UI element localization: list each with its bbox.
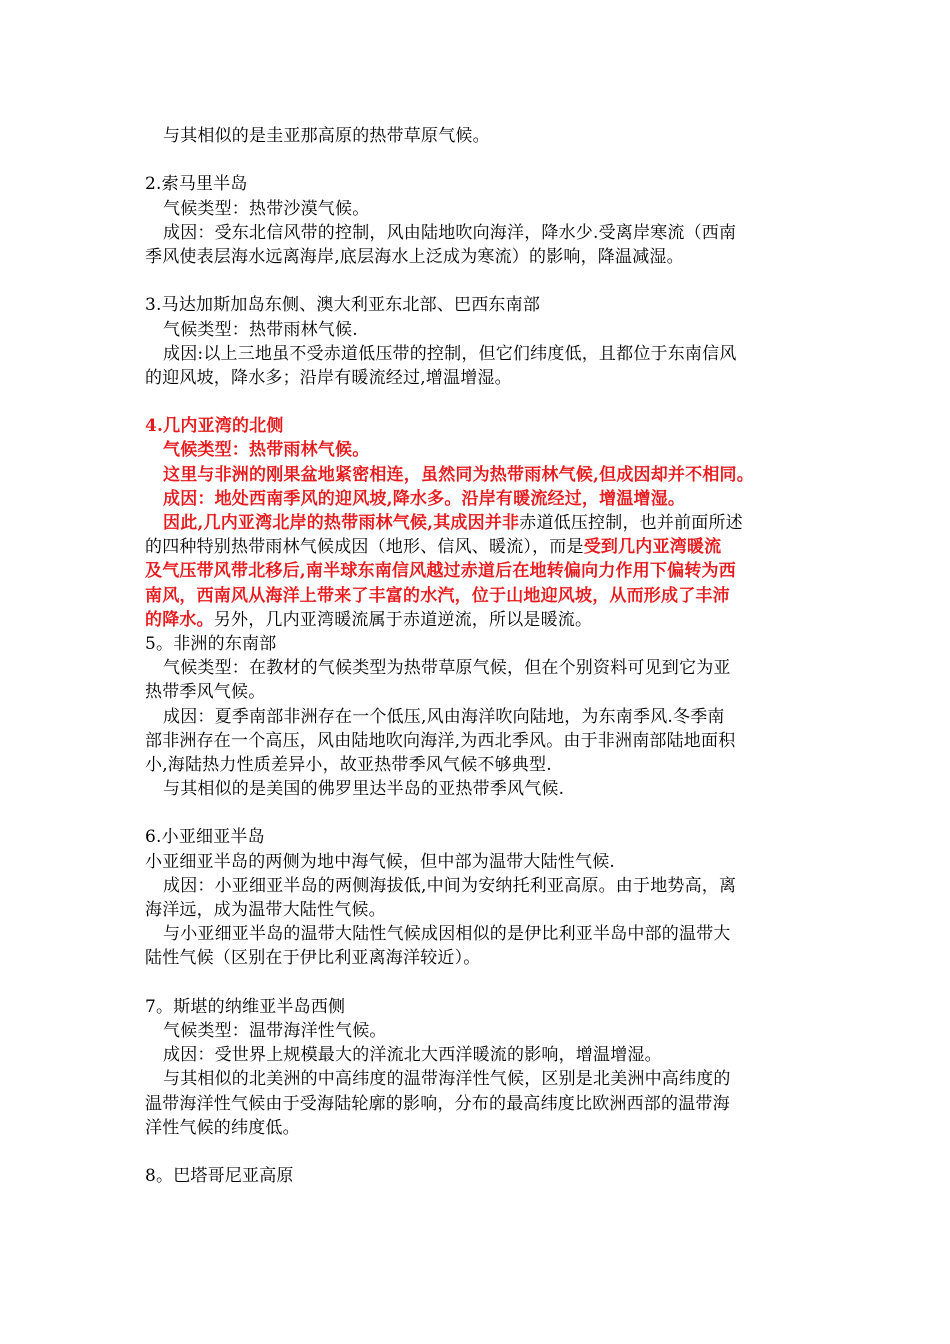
section-3-cause-line-2: 的迎风坡，降水多；沿岸有暖流经过,增温增湿。 [145,367,512,388]
section-4-cause: 成因：地处西南季风的迎风坡,降水多。沿岸有暖流经过，增温增湿。 [163,488,686,509]
section-7-title: 7。斯堪的纳维亚半岛西侧 [145,996,346,1017]
intro-paragraph: 与其相似的是圭亚那高原的热带草原气候。 [163,126,490,146]
section-6-cause-line-1: 成因：小亚细亚半岛的两侧海拔低,中间为安纳托利亚高原。由于地势高，离 [163,875,737,896]
section-2-title: 2.索马里半岛 [145,174,248,195]
section-4-para-line-1-red: 因此,几内亚湾北岸的热带雨林气候,其成因并非 [163,513,520,533]
section-3-cause-line-1: 成因:以上三地虽不受赤道低压带的控制，但它们纬度低，且都位于东南信风 [163,343,737,364]
section-7-cause: 成因：受世界上规模最大的洋流北大西洋暖流的影响，增温增湿。 [163,1045,662,1066]
section-4-para-line-2-red: 受到几内亚湾暖流 [583,537,722,558]
section-5-cause-line-1: 成因：夏季南部非洲存在一个低压,风由海洋吹向陆地，为东南季风.冬季南 [163,706,725,727]
section-4-para-line-2-black: 的四种特别热带雨林气候成因（地形、信风、暖流），而是 [145,537,584,558]
section-4-note: 这里与非洲的刚果盆地紧密相连，虽然同为热带雨林气候,但成因却并不相同。 [163,464,754,485]
section-3-climate-type: 气候类型：热带雨林气候. [163,319,358,340]
section-5-cause-line-3: 小,海陆热力性质差异小，故亚热带季风气候不够典型. [145,754,552,775]
section-5-cause-line-2: 部非洲存在一个高压，风由陆地吹向海洋,为西北季风。由于非洲南部陆地面积 [145,730,736,751]
section-7-similar-line-2: 温带海洋性气候由于受海陆轮廓的影响，分布的最高纬度比欧洲西部的温带海 [145,1093,730,1114]
section-6-description: 小亚细亚半岛的两侧为地中海气候，但中部为温带大陆性气候. [145,851,616,872]
section-3-title: 3.马达加斯加岛东侧、澳大利亚东北部、巴西东南部 [145,295,541,316]
section-4-title: 4.几内亚湾的北侧 [145,416,284,437]
section-7-similar-line-3: 洋性气候的纬度低。 [145,1117,300,1138]
blank-line [145,801,825,825]
section-7-climate-type: 气候类型：温带海洋性气候。 [163,1020,387,1041]
section-6-cause-line-2: 海洋远，成为温带大陆性气候。 [145,900,386,920]
section-4-para-line-1-black: 赤道低压控制，也并前面所述 [519,513,743,533]
document-body [145,124,825,1188]
section-5-climate-type-line-2: 热带季风气候。 [145,682,266,703]
section-5-similar: 与其相似的是美国的佛罗里达半岛的亚热带季风气候. [163,779,565,800]
section-8-title: 8。巴塔哥尼亚高原 [145,1166,294,1187]
section-4-para-line-5-black: 另外，几内亚湾暖流属于赤道逆流，所以是暖流。 [213,609,593,630]
section-2-climate-type: 气候类型：热带沙漠气候。 [163,198,370,219]
section-6-similar-line-2: 陆性气候（区别在于伊比利亚离海洋较近）。 [145,948,481,969]
section-4-para-line-2 [145,535,825,559]
blank-line [145,390,825,414]
blank-line [145,269,825,293]
section-2-cause-line-1: 成因：受东北信风带的控制，风由陆地吹向海洋，降水少.受离岸寒流（西南 [163,222,737,243]
section-4-para-line-1 [145,511,825,535]
blank-line [145,148,825,172]
section-6-title: 6.小亚细亚半岛 [145,827,265,848]
section-7-similar-line-1: 与其相似的北美洲的中高纬度的温带海洋性气候，区别是北美洲中高纬度的 [163,1069,731,1090]
section-2-cause-line-2: 季风使表层海水远离海岸,底层海水上泛成为寒流）的影响，降温减湿。 [145,246,684,267]
section-6-similar-line-1: 与小亚细亚半岛的温带大陆性气候成因相似的是伊比利亚半岛中部的温带大 [163,924,731,945]
section-4-para-line-4: 南风，西南风从海洋上带来了丰富的水汽，位于山地迎风坡，从而形成了丰沛 [145,585,730,606]
section-5-title: 5。非洲的东南部 [145,633,277,654]
blank-line [145,971,825,995]
section-4-climate-type: 气候类型：热带雨林气候。 [163,440,370,461]
blank-line [145,1140,825,1164]
section-4-para-line-3: 及气压带风带北移后,南半球东南信风越过赤道后在地转偏向力作用下偏转为西 [145,561,736,582]
section-4-para-line-5-red: 的降水。 [145,609,214,630]
section-5-climate-type-line-1: 气候类型：在教材的气候类型为热带草原气候，但在个别资料可见到它为亚 [163,658,731,679]
section-4-para-line-5 [145,608,825,632]
